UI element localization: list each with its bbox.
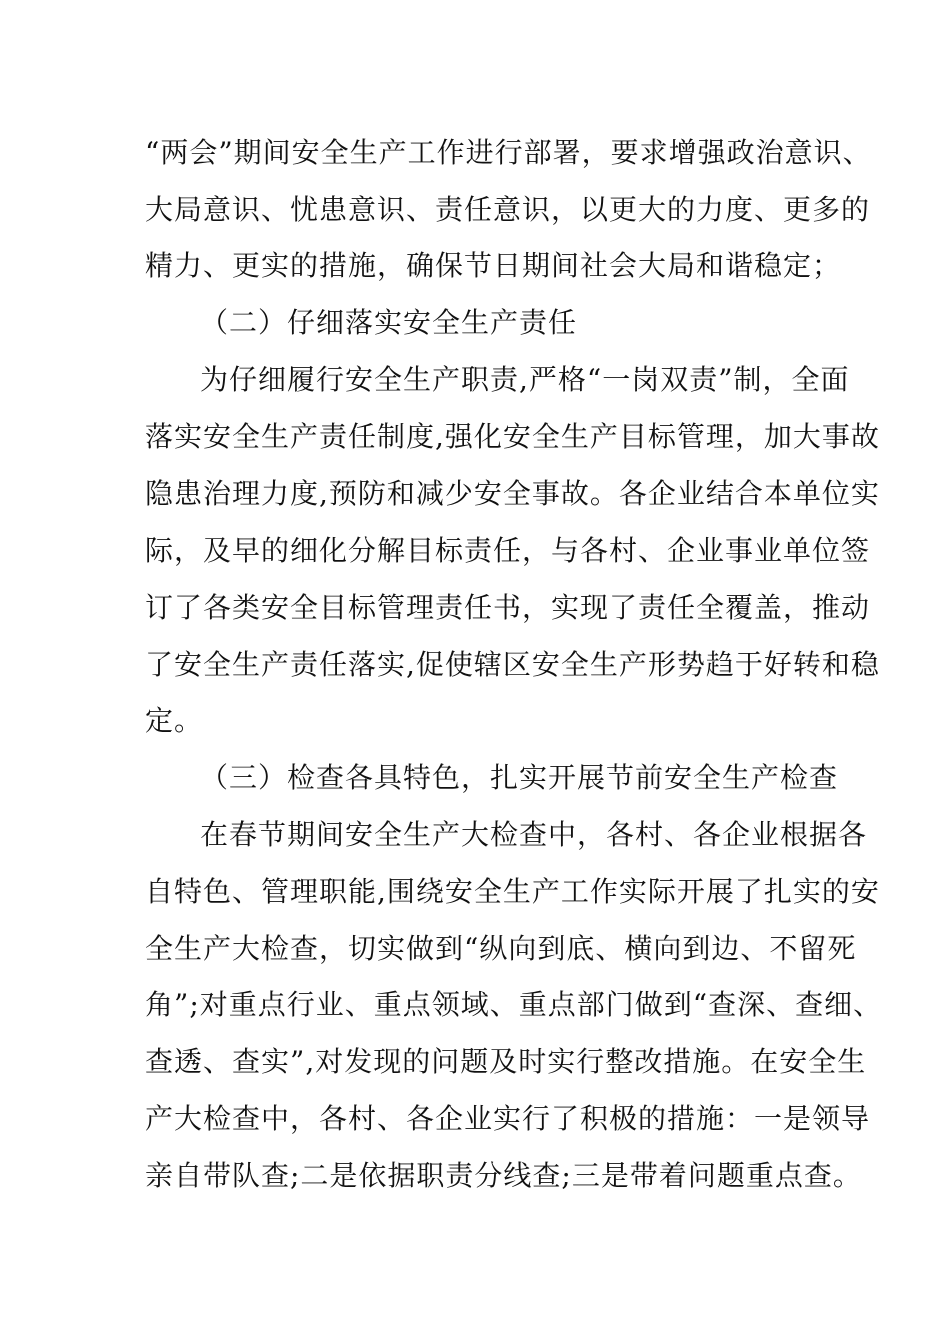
- paragraph-line: 角”;对重点行业、重点领域、重点部门做到“查深、查细、: [145, 988, 883, 1021]
- paragraph-line: 隐患治理力度,预防和减少安全事故。各企业结合本单位实: [145, 477, 880, 510]
- paragraph-line: 查透、查实”,对发现的问题及时实行整改措施。在安全生: [145, 1045, 867, 1078]
- paragraph-line: 自特色、管理职能,围绕安全生产工作实际开展了扎实的安: [145, 875, 880, 908]
- paragraph-line: 大局意识、忧患意识、责任意识，以更大的力度、更多的: [145, 193, 871, 226]
- paragraph-line: 亲自带队查;二是依据职责分线查;三是带着问题重点查。: [145, 1159, 862, 1192]
- paragraph-line: “两会”期间安全生产工作进行部署，要求增强政治意识、: [145, 136, 872, 169]
- paragraph-line: 定。: [145, 704, 204, 737]
- paragraph-line: 全生产大检查，切实做到“纵向到底、横向到边、不留死: [145, 932, 857, 965]
- section-heading: （三）检查各具特色，扎实开展节前安全生产检查: [200, 761, 839, 794]
- section-heading: （二）仔细落实安全生产责任: [200, 306, 578, 339]
- paragraph-line: 落实安全生产责任制度,强化安全生产目标管理，加大事故: [145, 420, 880, 453]
- paragraph-line: 产大检查中，各村、各企业实行了积极的措施：一是领导: [145, 1102, 871, 1135]
- paragraph-line: 为仔细履行安全生产职责,严格“一岗双责”制，全面: [200, 363, 850, 396]
- paragraph-line: 际，及早的细化分解目标责任，与各村、企业事业单位签: [145, 534, 871, 567]
- paragraph-line: 精力、更实的措施，确保节日期间社会大局和谐稳定；: [145, 249, 842, 282]
- paragraph-line: 了安全生产责任落实,促使辖区安全生产形势趋于好转和稳: [145, 648, 880, 681]
- paragraph-line: 在春节期间安全生产大检查中，各村、各企业根据各: [200, 818, 868, 851]
- paragraph-line: 订了各类安全目标管理责任书，实现了责任全覆盖，推动: [145, 591, 871, 624]
